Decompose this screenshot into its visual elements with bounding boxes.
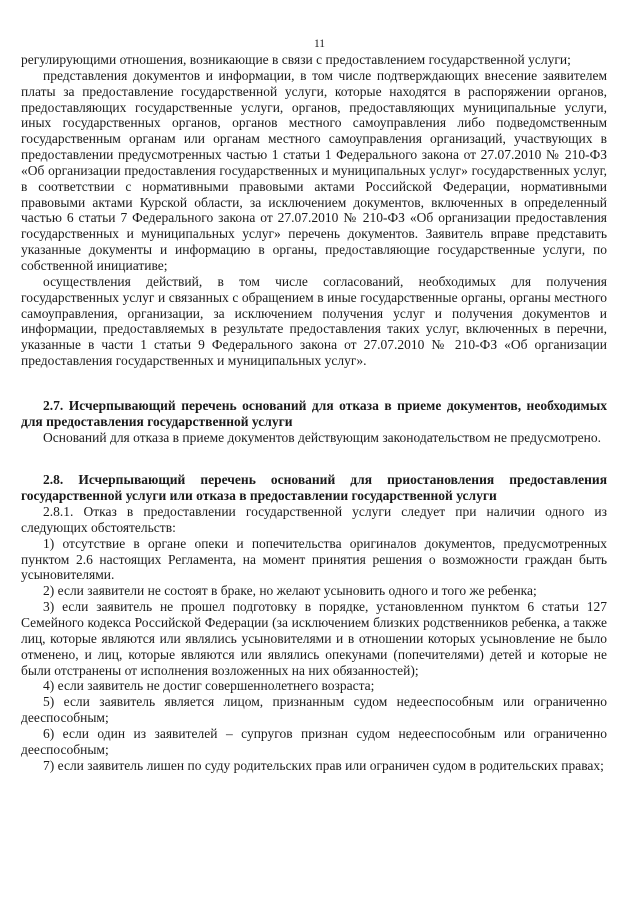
paragraph: Оснований для отказа в приеме документов действующим законодательством не предусмотрено. <box>43 429 601 445</box>
paragraph: 2.8.1. Отказ в предоставлении государственной услуги следует при наличии одного из следующих обстоятельств: <box>21 504 607 535</box>
list-item: 6) если один из заявителей – супругов признан судом недееспособным или ограниченно дееспособным; <box>21 725 607 757</box>
document-body <box>21 52 607 773</box>
section-heading-2-8: 2.8. Исчерпывающий перечень оснований для приостановления предоставления государственной услуги или отказа в предоставлении государственной услуги <box>21 472 607 504</box>
spacer <box>21 369 607 398</box>
section-heading-2-7: 2.7. Исчерпывающий перечень оснований для отказа в приеме документов, необходимых для предоставления государственной услуги <box>21 397 607 429</box>
list-item: 1) отсутствие в органе опеки и попечительства оригиналов документов, предусмотренных пунктом 2.6 настоящих Регламента, на момент принятия решения о возможности граждан быть усыновителями. <box>21 535 607 583</box>
list-item: 4) если заявитель не достиг совершеннолетнего возраста; <box>43 678 375 694</box>
page-number: 11 <box>313 38 326 50</box>
paragraph: регулирующими отношения, возникающие в связи с предоставлением государственной услуги; <box>21 52 571 67</box>
list-item: 7) если заявитель лишен по суду родительских прав или ограничен судом в родительских правах; <box>43 757 604 773</box>
spacer <box>21 445 607 472</box>
list-item: 2) если заявители не состоят в браке, но желают усыновить одного и того же ребенка; <box>43 583 537 599</box>
paragraph: представления документов и информации, в том числе подтверждающих внесение заявителем платы за предоставление государственной услуги, которые находятся в распоряжении органов, предоставляющих государственные услуги, органов, предоставляющих муниципальные услуги, иных государственных органов, органов местного самоуправления либо подведомственным государственным органам или органам местного самоуправления организаций, участвующих в предоставлении предусмотренных частью 1 статьи 1 Федерального закона от 27.07.2010 № 210-ФЗ «Об организации предоставления государственных и муниципальных услуг» государственных услуг, в соответствии с нормативными правовыми актами Российской Федерации, нормативными правовыми актами Курской области, за исключением документов, включенных в определенный частью 6 статьи 7 Федерального закона от 27.07.2010 № 210-ФЗ «Об организации предоставления государственных и муниципальных услуг» перечень документов. Заявитель вправе представить указанные документы и информацию в органы, предоставляющие государственные услуги, по собственной инициативе; <box>21 67 607 273</box>
paragraph: осуществления действий, в том числе согласований, необходимых для получения государственных услуг и связанных с обращением в иные государственные органы, органы местного самоуправления, организации, за исключением получения услуг и получения документов и информации, предоставляемых в результате предоставления таких услуг, включенных в перечни, указанные в части 1 статьи 9 Федерального закона от 27.07.2010 № 210-ФЗ «Об организации предоставления государственных и муниципальных услуг». <box>21 273 607 369</box>
list-item: 3) если заявитель не прошел подготовку в порядке, установленном пунктом 6 статьи 127 Семейного кодекса Российской Федерации (за исключением близких родственников ребенка, а также лиц, которые являются или являлись усыновителями и в отношении которых усыновление не было отменено, и лиц, которые являются или являлись опекунами (попечителями) детей и которые не были отстранены от исполнения возложенных на них обязанностей); <box>21 599 607 678</box>
list-item: 5) если заявитель является лицом, признанным судом недееспособным или ограниченно дееспособным; <box>21 694 607 726</box>
